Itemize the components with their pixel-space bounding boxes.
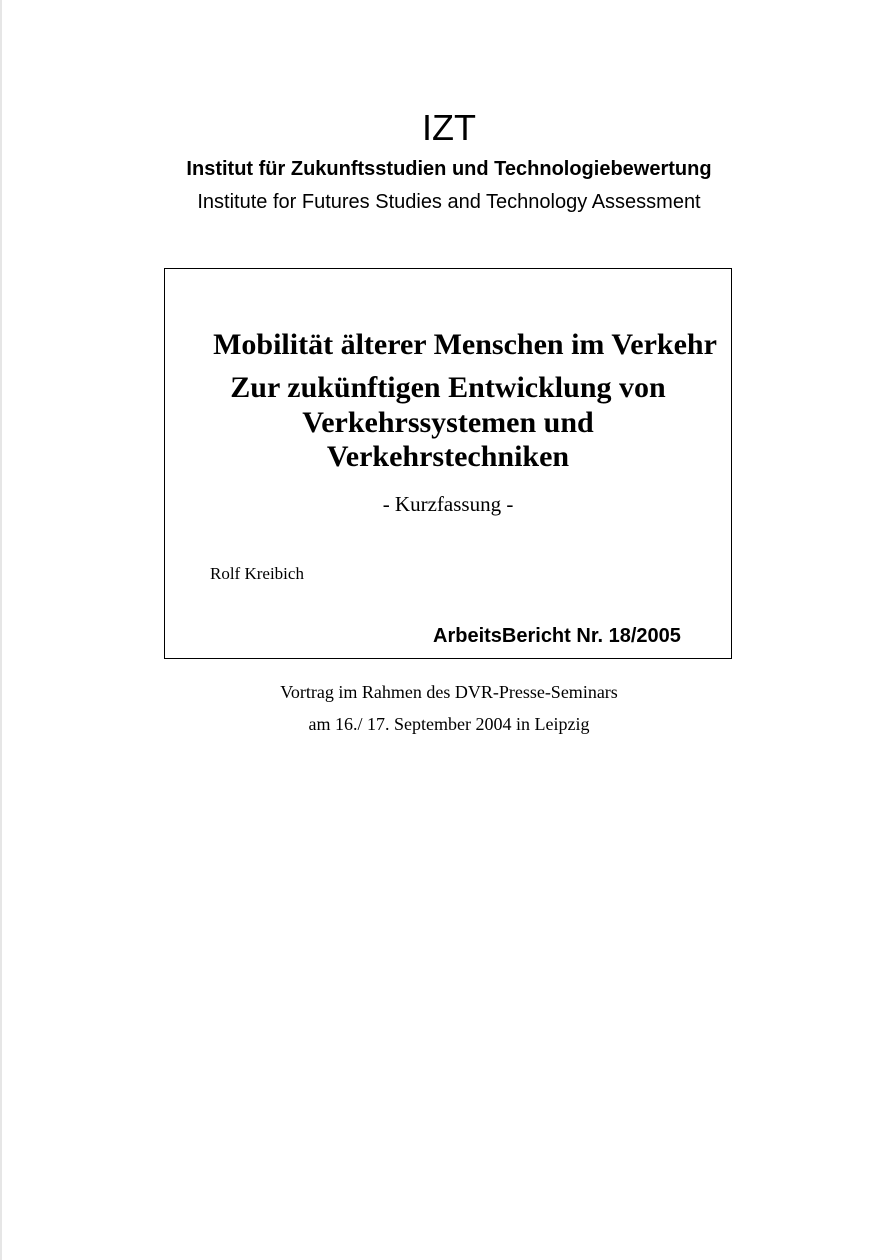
institute-name-english: Institute for Futures Studies and Technology Assessment <box>197 191 701 213</box>
title-line-2: Zur zukünftigen Entwicklung von <box>230 371 666 404</box>
title-line-1: Mobilität älterer Menschen im Verkehr <box>213 328 717 361</box>
title-line-3: Verkehrssystemen und <box>302 406 594 439</box>
title-box <box>164 268 732 659</box>
talk-description-line-2: am 16./ 17. September 2004 in Leipzig <box>308 714 590 734</box>
author-name: Rolf Kreibich <box>210 564 304 583</box>
title-line-4: Verkehrstechniken <box>326 440 570 473</box>
report-number: ArbeitsBericht Nr. 18/2005 <box>433 625 681 647</box>
institute-name-german: Institut für Zukunftsstudien und Technologiebewertung <box>186 158 712 180</box>
talk-description-line-1: Vortrag im Rahmen des DVR-Presse-Seminars <box>280 682 618 702</box>
institute-abbreviation: IZT <box>422 107 476 148</box>
summary-label: - Kurzfassung - <box>382 492 514 516</box>
